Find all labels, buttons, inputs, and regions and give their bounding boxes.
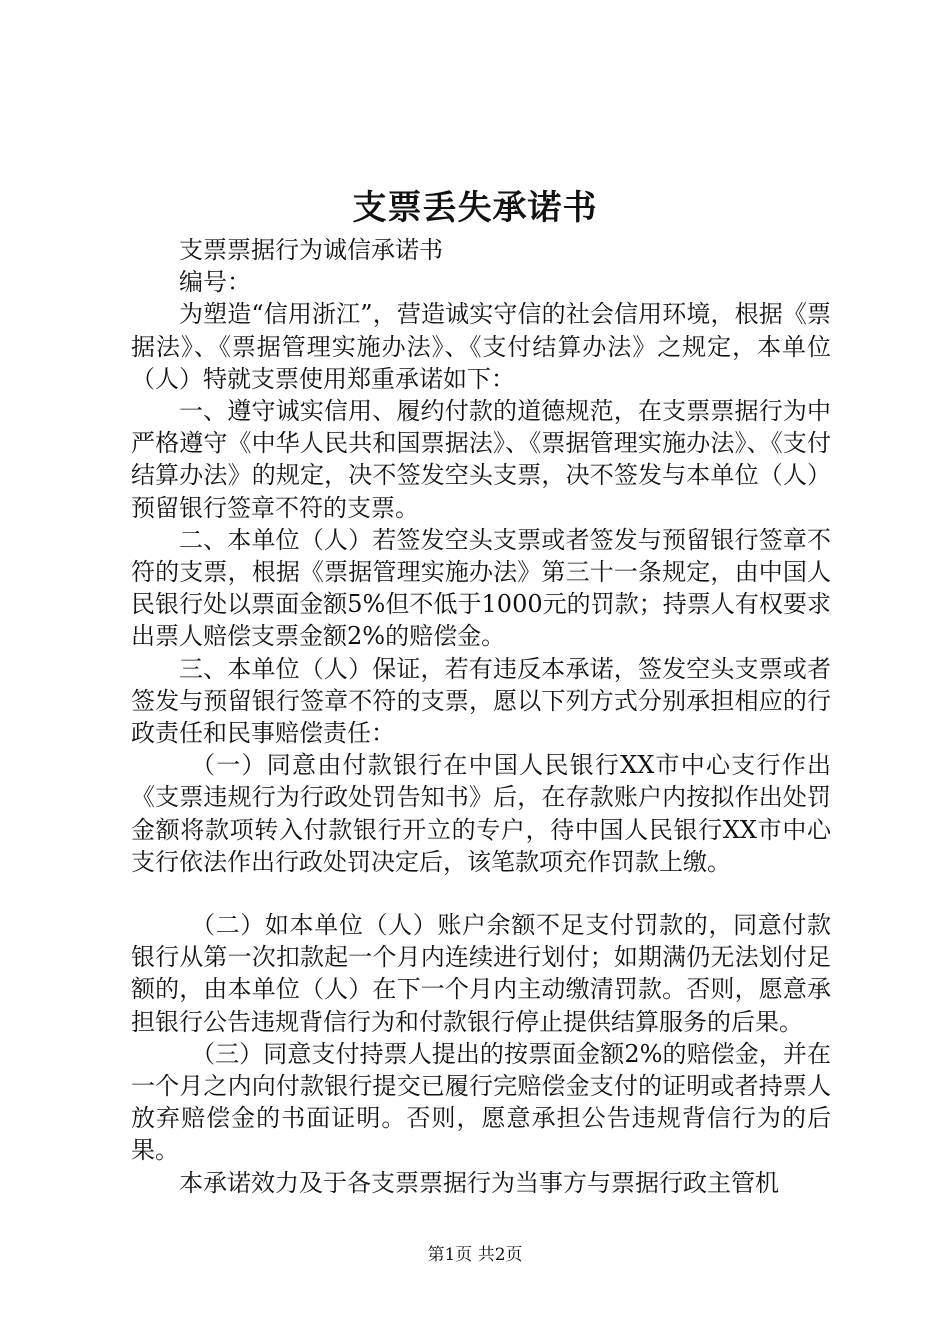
document-title: 支票丢失承诺书 bbox=[352, 188, 598, 228]
subclause-2-paragraph: （二）如本单位（人）账户余额不足支付罚款的，同意付款银行从第一次扣款起一个月内连续进行划付；如期满仍无法划付足额的，由本单位（人）在下一个月内主动缴清罚款。否则，愿意承担银行公告违规背信行为和付款银行停止提供结算服务的后果。 bbox=[131, 911, 831, 1036]
clause-2-paragraph: 二、本单位（人）若签发空头支票或者签发与预留银行签章不符的支票，根据《票据管理实施办法》第三十一条规定，由中国人民银行处以票面金额5%但不低于1000元的罚款；持票人有权要求出票人赔偿支票金额2%的赔偿金。 bbox=[131, 525, 831, 651]
subtitle-paragraph: 支票票据行为诚信承诺书 bbox=[179, 236, 443, 264]
intro-paragraph: 为塑造“信用浙江”，营造诚实守信的社会信用环境，根据《票据法》、《票据管理实施办法》、《支付结算办法》之规定，本单位（人）特就支票使用郑重承诺如下： bbox=[131, 300, 831, 393]
subclause-3-paragraph: （三）同意支付持票人提出的按票面金额2%的赔偿金，并在一个月之内向付款银行提交已履行完赔偿金支付的证明或者持票人放弃赔偿金的书面证明。否则，愿意承担公告违规背信行为的后果。 bbox=[131, 1039, 831, 1165]
number-label-paragraph: 编号： bbox=[179, 268, 251, 297]
clause-1-paragraph: 一、遵守诚实信用、履约付款的道德规范，在支票票据行为中严格遵守《中华人民共和国票据法》、《票据管理实施办法》、《支付结算办法》的规定，决不签发空头支票，决不签发与本单位（人）预留银行签章不符的支票。 bbox=[131, 397, 831, 522]
document-body bbox=[131, 234, 831, 1199]
subclause-1-paragraph: （一）同意由付款银行在中国人民银行XX市中心支行作出《支票违规行为行政处罚告知书》后，在存款账户内按拟作出处罚金额将款项转入付款银行开立的专户，待中国人民银行XX市中心支行依法作出行政处罚决定后，该笔款项充作罚款上缴。 bbox=[131, 751, 831, 876]
page-number-footer: 第1页 共2页 bbox=[427, 1245, 523, 1265]
clause-3-paragraph: 三、本单位（人）保证，若有违反本承诺，签发空头支票或者签发与预留银行签章不符的支票，愿以下列方式分别承担相应的行政责任和民事赔偿责任： bbox=[131, 654, 831, 748]
effect-paragraph: 本承诺效力及于各支票票据行为当事方与票据行政主管机 bbox=[179, 1168, 779, 1197]
